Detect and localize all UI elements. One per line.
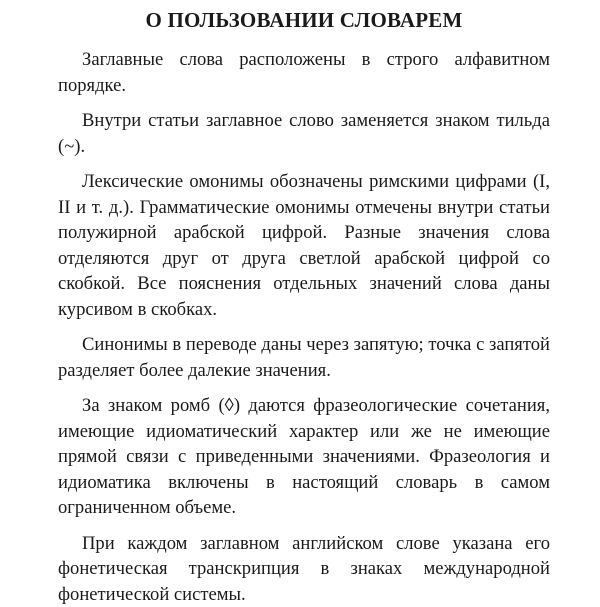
page-title: О ПОЛЬЗОВАНИИ СЛОВАРЕМ (58, 7, 550, 33)
paragraph-phraseology: За знаком ромб (◊) даются фразеологические сочетания, имеющие идиоматический характер или же не имеющие прямой связи с приведенными значениями. Фразеология и идиоматика включены в настоящий словарь в самом ограниченном объеме. (58, 393, 550, 521)
paragraph-homonyms: Лексические омонимы обозначены римскими цифрами (I, II и т. д.). Грамматические омонимы отмечены внутри статьи полужирной арабской цифрой. Разные значения слова отделяются друг от друга светлой арабской цифрой со скобкой. Все пояснения отдельных значений слова даны курсивом в скобках. (58, 169, 550, 322)
paragraph-synonyms: Синонимы в переводе даны через запятую; точка с запятой разделяет более далекие значения. (58, 332, 550, 383)
paragraph-headword-order: Заглавные слова расположены в строго алфавитном порядке. (58, 47, 550, 98)
paragraph-tilde-sign: Внутри статьи заглавное слово заменяется знаком тильда (~). (58, 108, 550, 159)
paragraph-transcription: При каждом заглавном английском слове указана его фонетическая транскрипция в знаках международной фонетической системы. (58, 531, 550, 607)
